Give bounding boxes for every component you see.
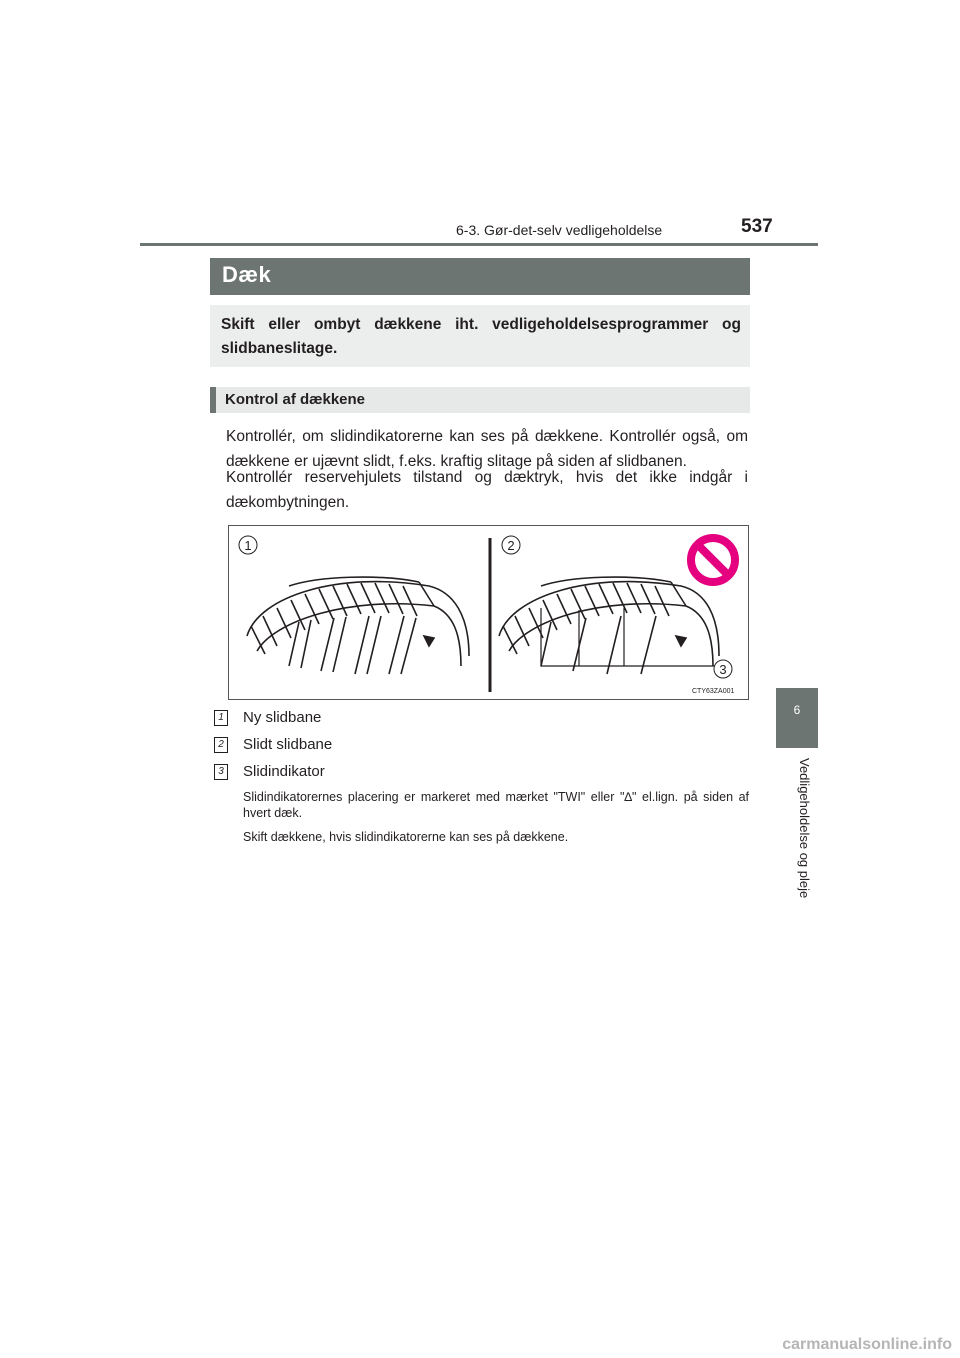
header-rule [140, 243, 818, 246]
callout-1 [239, 536, 257, 554]
legend-number-2: 2 [214, 737, 228, 753]
chapter-side-label: Vedligeholdelse og pleje [797, 758, 812, 899]
callout-2 [502, 536, 520, 554]
paragraph-1: Kontrollér, om slidindikatorerne kan ses på dækkene. Kontrollér også, om dækkene er ujævnt slidt, f.eks. kraftig slitage på siden af slidbanen. [226, 428, 748, 470]
subsection-title: Kontrol af dækkene [225, 391, 366, 408]
watermark: carmanualsonline.info [782, 1336, 952, 1353]
figure-code: CTY63ZA001 [692, 688, 735, 695]
section-title-bar [210, 258, 750, 295]
chapter-tab [776, 688, 818, 748]
callout-3-text: 3 [719, 662, 727, 677]
subsection-heading [210, 387, 750, 413]
callout-3 [714, 660, 732, 678]
running-header-section: 6-3. Gør-det-selv vedligeholdelse [456, 222, 663, 238]
section-title: Dæk [222, 262, 272, 287]
legend-number-1: 1 [214, 710, 228, 726]
legend-number-3: 3 [214, 764, 228, 780]
worn-tread-tire [499, 577, 719, 674]
tire-drawing [229, 526, 750, 701]
legend-label-3: Slidindikator [243, 763, 325, 780]
callout-1-text: 1 [244, 538, 252, 553]
paragraph-2: Kontrollér reservehjulets tilstand og dæktryk, hvis det ikke indgår i dækombytningen. [226, 469, 748, 511]
intro-text: Skift eller ombyt dækkene iht. vedligeholdelsesprogrammer og slidbaneslitage. [221, 316, 741, 357]
intro-box [210, 305, 750, 367]
new-tread-tire [247, 577, 469, 674]
legend-label-2: Slidt slidbane [243, 736, 333, 753]
page-number: 537 [741, 216, 773, 237]
prohibition-icon [691, 538, 735, 582]
chapter-tab-number: 6 [793, 703, 801, 717]
tire-illustration [228, 525, 749, 700]
callout-2-text: 2 [507, 538, 515, 553]
note-2: Skift dækkene, hvis slidindikatorerne kan ses på dækkene. [243, 830, 569, 844]
legend-label-1: Ny slidbane [243, 709, 322, 726]
note-1: Slidindikatorernes placering er markeret med mærket "TWI" eller "∆" el.lign. på siden af hvert dæk. [243, 790, 749, 820]
